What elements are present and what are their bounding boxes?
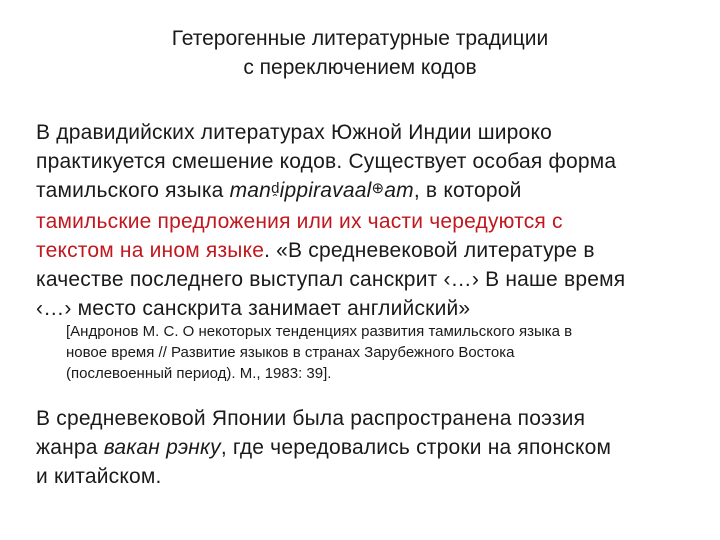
paragraph-line: качестве последнего выступал санскрит ‹…› В наше время [36, 268, 626, 291]
paragraph-line: В средневековой Японии была распространена поэзия [36, 407, 586, 430]
text-fragment: , в которой [413, 179, 522, 202]
paragraph-dravidian [36, 118, 696, 323]
genre-term: вакан рэнку [103, 436, 221, 459]
missing-glyph: ⊕ [371, 180, 385, 197]
highlighted-text: текстом на ином языке [36, 239, 265, 262]
citation-line: (послевоенный период). М., 1983: 39]. [66, 365, 332, 382]
paragraph-line: ‹…› место санскрита занимает английский» [36, 297, 471, 320]
text-fragment: тамильского языка [36, 179, 230, 202]
highlighted-line: тамильские предложения или их части чередуются с [36, 210, 563, 233]
term-part: man [229, 179, 272, 202]
missing-glyph: ḓ [271, 180, 280, 197]
paragraph-japan [36, 404, 696, 491]
citation-line: [Андронов М. С. О некоторых тенденциях развития тамильского языка в [66, 323, 573, 340]
text-fragment: жанра [36, 436, 104, 459]
text-fragment: , где чередовались строки на японском [220, 436, 612, 459]
citation-line: новое время // Развитие языков в странах Зарубежного Востока [66, 344, 515, 361]
slide-title [0, 24, 720, 82]
paragraph-line-genre [36, 433, 696, 462]
title-line-2: с переключением кодов [243, 56, 477, 79]
title-line-1: Гетерогенные литературные традиции [171, 27, 549, 50]
paragraph-line: и китайском. [36, 465, 162, 488]
paragraph-line-term [36, 176, 696, 207]
text-fragment: . «В средневековой литературе в [264, 239, 595, 262]
citation-reference [66, 321, 706, 384]
paragraph-line: практикуется смешение кодов. Существует особая форма [36, 150, 617, 173]
tamil-term [230, 179, 414, 202]
paragraph-line-mixed [36, 236, 696, 265]
paragraph-line: В дравидийских литературах Южной Индии широко [36, 121, 552, 144]
term-part: ippiravaal [279, 179, 372, 202]
term-part: am [384, 179, 414, 202]
